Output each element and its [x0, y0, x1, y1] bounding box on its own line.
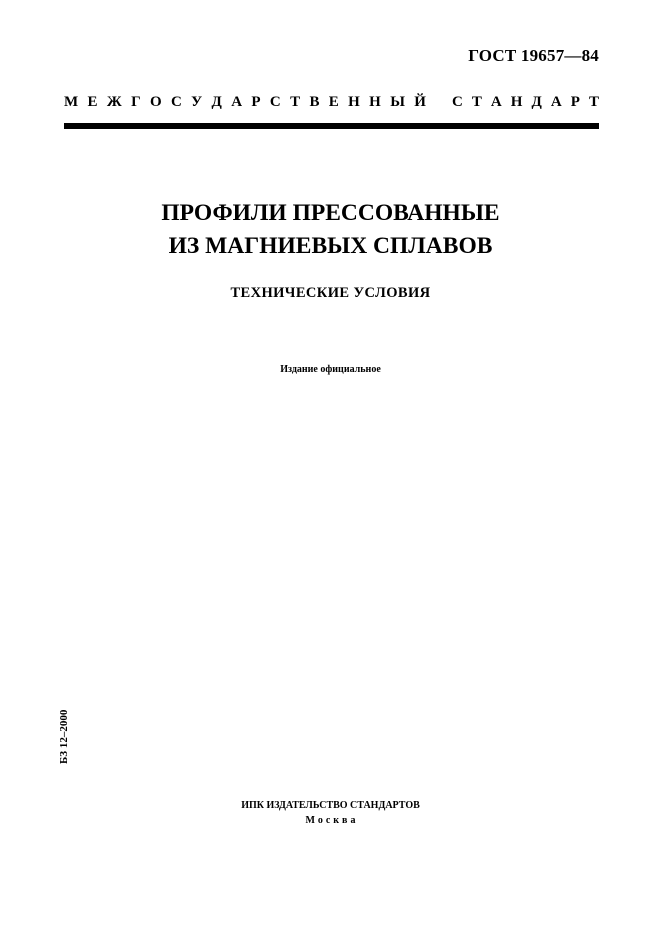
heading-letter: Т	[588, 94, 599, 110]
publisher-name: ИПК ИЗДАТЕЛЬСТВО СТАНДАРТОВ	[241, 800, 420, 811]
heading-letter: Д	[211, 94, 222, 110]
publisher-city: Москва	[305, 815, 359, 826]
heading-letter: Е	[328, 94, 339, 110]
heading-letter: Н	[510, 94, 523, 110]
heading-letter: Р	[251, 94, 261, 110]
header-rule	[64, 123, 599, 129]
heading-letter: С	[269, 94, 281, 110]
publisher-block	[0, 798, 661, 828]
title-line-1: ПРОФИЛИ ПРЕССОВАННЫЕ	[161, 200, 500, 226]
heading-letter: Р	[570, 94, 580, 110]
heading-letter: Ж	[106, 94, 122, 110]
heading-letter: Е	[87, 94, 98, 110]
heading-letter: С	[170, 94, 182, 110]
document-title	[0, 197, 661, 263]
heading-letter: В	[309, 94, 320, 110]
heading-letter: А	[550, 94, 562, 110]
side-code: БЗ 12–2000	[58, 709, 70, 764]
standard-kind-word-standard	[452, 94, 599, 111]
heading-letter: С	[452, 94, 463, 110]
heading-letter: Д	[531, 94, 542, 110]
document-subtitle: ТЕХНИЧЕСКИЕ УСЛОВИЯ	[230, 285, 431, 301]
edition-note: Издание официальное	[280, 364, 381, 375]
standard-number: ГОСТ 19657—84	[468, 46, 599, 65]
standard-kind-word-interstate	[64, 94, 426, 111]
heading-letter: Н	[348, 94, 360, 110]
heading-letter: А	[231, 94, 243, 110]
heading-letter: Ы	[390, 94, 405, 110]
heading-letter: Т	[290, 94, 301, 110]
standard-kind-heading	[64, 94, 599, 111]
heading-letter: О	[149, 94, 162, 110]
title-line-2: ИЗ МАГНИЕВЫХ СПЛАВОВ	[168, 233, 493, 259]
heading-letter: У	[191, 94, 203, 110]
heading-letter: Н	[369, 94, 381, 110]
heading-letter: Й	[414, 94, 426, 110]
heading-letter: Т	[471, 94, 482, 110]
heading-letter: А	[490, 94, 502, 110]
heading-letter: М	[64, 94, 79, 110]
heading-letter: Г	[131, 94, 141, 110]
